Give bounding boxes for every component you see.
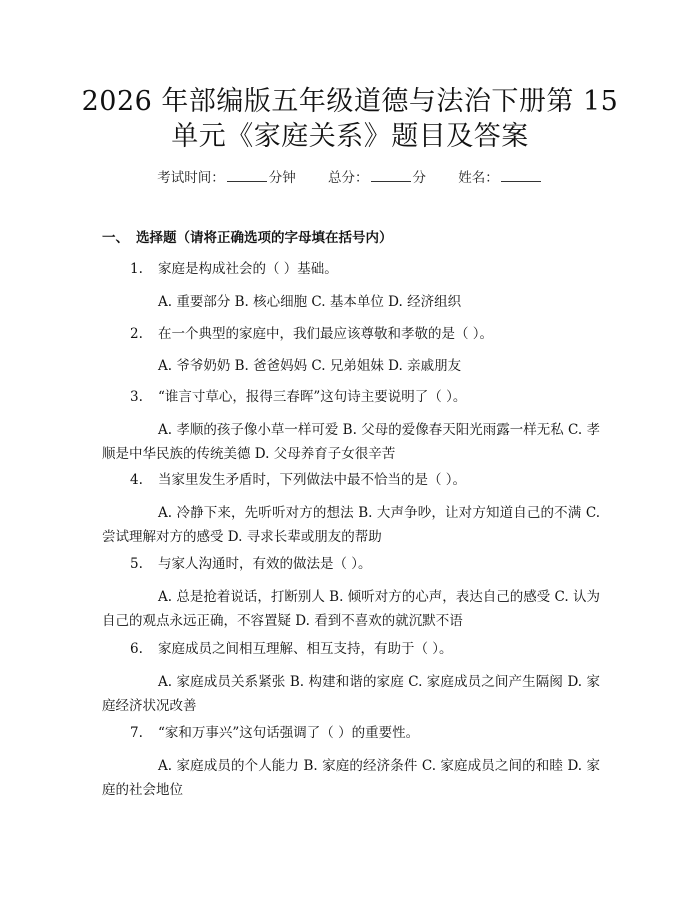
document-title-line-2: 单元《家庭关系》题目及答案 <box>171 121 529 152</box>
section-number: 一、 <box>102 230 129 246</box>
total-score <box>328 167 426 188</box>
total-score-unit: 分 <box>412 170 426 186</box>
question-text: 当家里发生矛盾时，下列做法中最不恰当的是（ ）。 <box>158 472 467 488</box>
question-7-options: A. 家庭成员的个人能力 B. 家庭的经济条件 C. 家庭成员之间的和睦 D. 家庭的社会地位 <box>102 758 600 798</box>
question-text: 与家人沟通时，有效的做法是（ ）。 <box>158 556 372 572</box>
question-number: 7. <box>130 725 143 741</box>
document-title-line-1: 2026 年部编版五年级道德与法治下册第 15 <box>81 86 619 117</box>
question-number: 4. <box>130 472 143 488</box>
question-3-options: A. 孝顺的孩子像小草一样可爱 B. 父母的爱像春天阳光雨露一样无私 C. 孝顺是中华民族的传统美德 D. 父母养育子女很辛苦 <box>102 422 600 462</box>
student-name-blank <box>501 167 541 182</box>
exam-time-label: 考试时间： <box>157 170 225 186</box>
question-5-options: A. 总是抢着说话，打断别人 B. 倾听对方的心声，表达自己的感受 C. 认为自己的观点永远正确，不容置疑 D. 看到不喜欢的就沉默不语 <box>102 589 600 629</box>
question-1-options: A. 重要部分 B. 核心细胞 C. 基本单位 D. 经济组织 <box>158 294 462 310</box>
question-2-options: A. 爷爷奶奶 B. 爸爸妈妈 C. 兄弟姐妹 D. 亲戚朋友 <box>158 358 462 374</box>
question-text: “谁言寸草心，报得三春晖”这句诗主要说明了（ ）。 <box>158 389 467 405</box>
exam-info <box>0 167 700 188</box>
section-title: 选择题（请将正确选项的字母填在括号内） <box>136 230 393 246</box>
question-text: 家庭成员之间相互理解、相互支持，有助于（ ）。 <box>158 641 453 657</box>
question-number: 3. <box>130 389 143 405</box>
question-number: 2. <box>130 326 143 342</box>
total-score-blank <box>371 167 411 182</box>
question-number: 5. <box>130 556 143 572</box>
question-number: 1. <box>130 261 143 277</box>
question-4-options: A. 冷静下来，先听听对方的想法 B. 大声争吵，让对方知道自己的不满 C. 尝试理解对方的感受 D. 寻求长辈或朋友的帮助 <box>102 505 600 545</box>
question-7 <box>102 721 600 745</box>
exam-time <box>157 167 296 188</box>
student-name <box>458 167 543 188</box>
question-4 <box>102 468 600 492</box>
question-3 <box>102 385 600 409</box>
question-2 <box>102 322 600 346</box>
question-5 <box>102 552 600 576</box>
student-name-label: 姓名： <box>458 170 499 186</box>
question-text: 在一个典型的家庭中，我们最应该尊敬和孝敬的是（ ）。 <box>158 326 494 342</box>
question-number: 6. <box>130 641 143 657</box>
total-score-label: 总分： <box>328 170 369 186</box>
question-1 <box>102 257 600 281</box>
exam-time-unit: 分钟 <box>268 170 296 186</box>
section-heading <box>102 228 393 248</box>
question-6-options: A. 家庭成员关系紧张 B. 构建和谐的家庭 C. 家庭成员之间产生隔阂 D. 家庭经济状况改善 <box>102 674 600 714</box>
exam-time-blank <box>227 167 267 182</box>
question-6 <box>102 637 600 661</box>
question-text: “家和万事兴”这句话强调了（ ）的重要性。 <box>158 725 420 741</box>
question-text: 家庭是构成社会的（ ）基础。 <box>158 261 338 277</box>
